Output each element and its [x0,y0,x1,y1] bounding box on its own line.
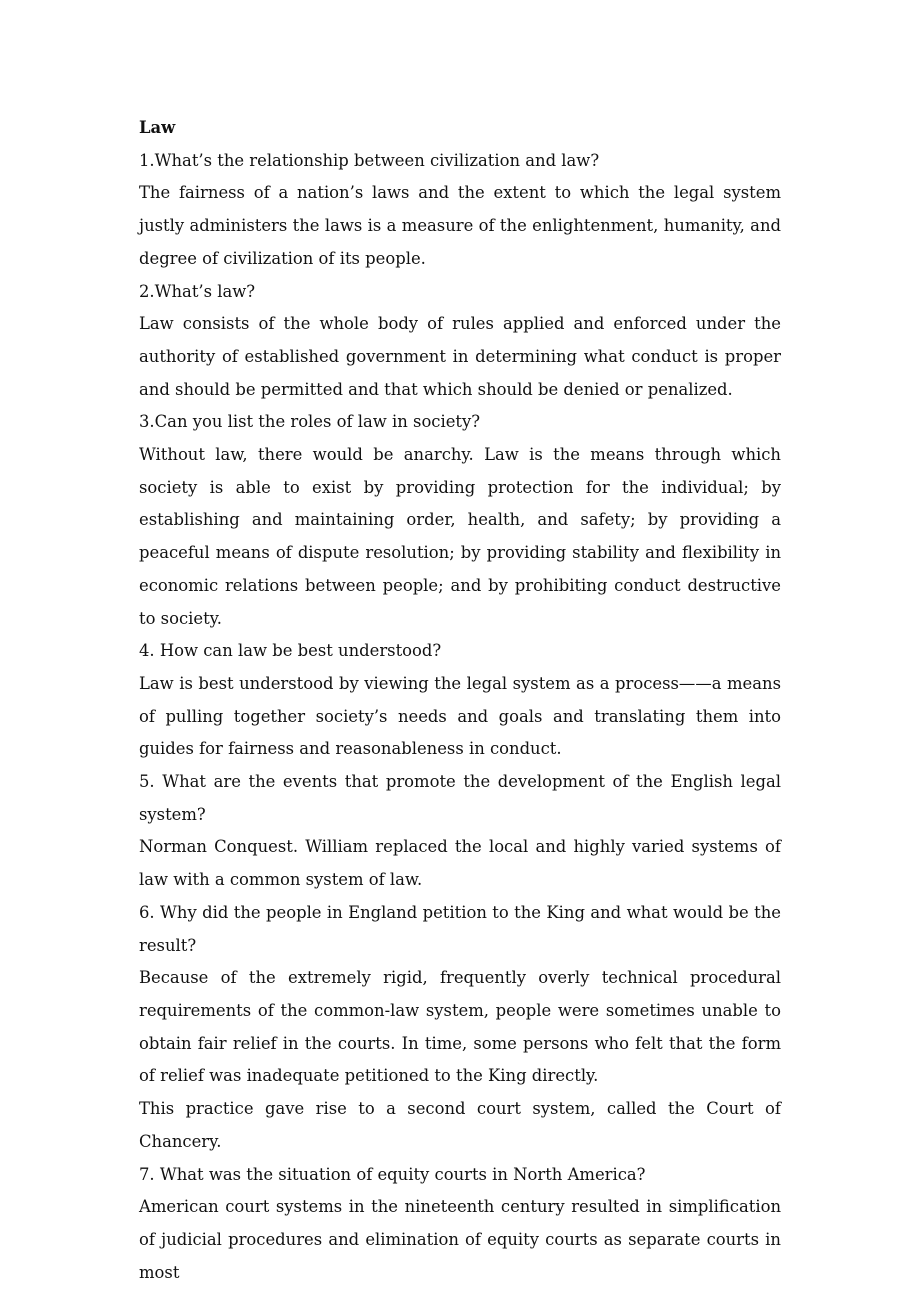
question-5: 5. What are the events that promote the development of the English legal system? [139,772,781,824]
document-title: Law [139,118,176,137]
document-page [139,112,781,1289]
question-1: 1.What’s the relationship between civilization and law? [139,150,600,170]
answer-3: Without law, there would be anarchy. Law is the means through which society is able to exist by providing protection for the individual; by establishing and maintaining order, health, and safety; by providing a peaceful means of dispute resolution; by providing stability and flexibility in economic relations between people; and by prohibiting conduct destructive to society. [139,445,781,628]
question-2: 2.What’s law? [139,281,256,301]
question-4: 4. How can law be best understood? [139,641,442,661]
answer-7: American court systems in the nineteenth century resulted in simplification of judicial procedures and elimination of equity courts as separate courts in most [139,1197,781,1282]
answer-4: Law is best understood by viewing the legal system as a process——a means of pulling together society’s needs and goals and translating them into guides for fairness and reasonableness in conduct. [139,673,781,759]
answer-2: Law consists of the whole body of rules applied and enforced under the authority of established government in determining what conduct is proper and should be permitted and that which should be denied or penalized. [139,314,781,399]
answer-5: Norman Conquest. William replaced the local and highly varied systems of law with a common system of law. [139,837,781,890]
answer-6-continuation: This practice gave rise to a second court system, called the Court of Chancery. [139,1099,781,1151]
answer-1: The fairness of a nation’s laws and the extent to which the legal system justly administers the laws is a measure of the enlightenment, humanity, and degree of civilization of its people. [139,183,781,268]
answer-6: Because of the extremely rigid, frequently overly technical procedural requirements of the common-law system, people were sometimes unable to obtain fair relief in the courts. In time, some persons who felt that the form of relief was inadequate petitioned to the King directly. [139,968,781,1086]
question-3: 3.Can you list the roles of law in society? [139,412,481,432]
question-6: 6. Why did the people in England petition to the King and what would be the result? [139,902,781,955]
question-7: 7. What was the situation of equity courts in North America? [139,1164,646,1184]
